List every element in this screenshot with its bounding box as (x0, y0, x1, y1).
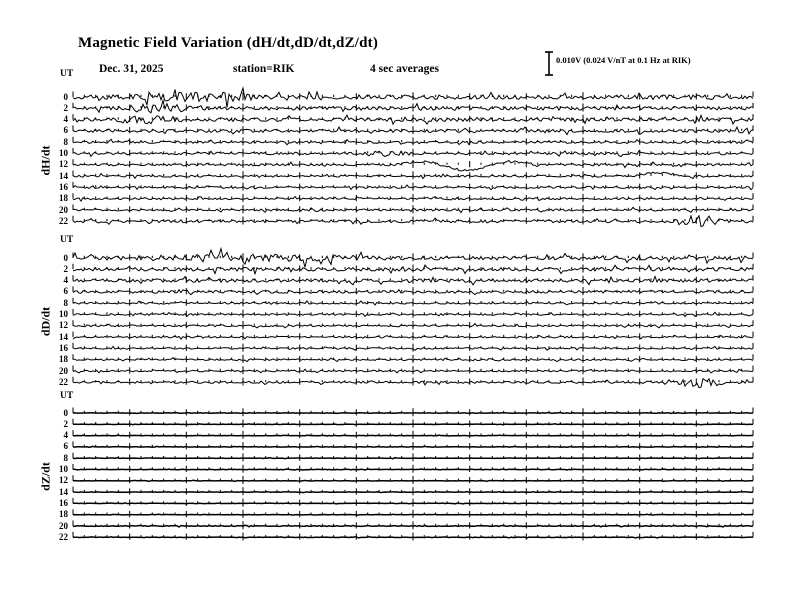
hour-label: 22 (59, 215, 68, 226)
station-label: station=RIK (233, 63, 295, 75)
trace-dZdt-h0 (73, 413, 753, 414)
hour-label: 16 (59, 181, 68, 192)
hour-label: 4 (63, 114, 68, 125)
time-ticks (73, 343, 753, 352)
time-ticks (73, 509, 753, 518)
hour-label: 6 (63, 286, 68, 297)
hour-label: 6 (63, 441, 68, 452)
hour-label: 22 (59, 531, 68, 542)
hour-label: 4 (63, 275, 68, 286)
hour-label: 10 (59, 309, 68, 319)
time-ticks (73, 498, 753, 507)
trace-dZdt-h18 (73, 514, 753, 515)
time-ticks (73, 430, 753, 439)
trace-dZdt-h4 (73, 435, 753, 436)
y-axis-label-dDdt: dD/dt (38, 306, 53, 337)
hour-label: 0 (63, 91, 68, 102)
hour-label: 0 (63, 252, 68, 263)
hour-label: 20 (59, 365, 68, 376)
hour-label: 14 (59, 331, 68, 342)
hour-label: 18 (59, 354, 68, 365)
time-ticks (73, 532, 753, 541)
time-ticks (73, 366, 753, 375)
trace-dZdt-h22 (73, 537, 753, 538)
time-ticks (73, 148, 753, 157)
trace-dZdt-h6 (73, 446, 753, 447)
time-ticks (73, 216, 753, 225)
averaging-label: 4 sec averages (370, 63, 439, 75)
ut-label-dDdt: UT (60, 235, 74, 245)
hour-label: 22 (59, 376, 68, 387)
hour-label: 10 (59, 148, 68, 158)
scale-bar-label: 0.010V (0.024 V/nT at 0.1 Hz at RIK) (556, 55, 691, 65)
hour-label: 2 (63, 263, 68, 274)
time-ticks (73, 137, 753, 146)
time-ticks (73, 171, 753, 180)
hour-label: 12 (59, 320, 68, 331)
time-ticks (73, 320, 753, 329)
time-ticks (73, 354, 753, 363)
time-ticks (73, 487, 753, 496)
hour-label: 8 (63, 452, 68, 463)
hour-label: 14 (59, 486, 68, 497)
hour-label: 12 (59, 159, 68, 170)
hour-label: 6 (63, 125, 68, 136)
y-axis-label-dHdt: dH/dt (38, 145, 53, 176)
hour-label: 14 (59, 170, 68, 181)
time-ticks (73, 464, 753, 473)
trace-dZdt-h14 (73, 492, 753, 493)
time-ticks (73, 419, 753, 428)
trace-dZdt-h2 (73, 424, 753, 425)
hour-label: 16 (59, 497, 68, 508)
trace-dZdt-h8 (73, 458, 753, 459)
time-ticks (73, 182, 753, 191)
trace-dZdt-h16 (73, 503, 753, 504)
trace-dZdt-h10 (73, 469, 753, 470)
y-axis-label-dZdt: dZ/dt (38, 462, 53, 491)
hour-label: 20 (59, 520, 68, 531)
ut-label-dHdt: UT (60, 69, 74, 79)
time-ticks (73, 298, 753, 307)
time-ticks (73, 309, 753, 318)
hour-label: 8 (63, 136, 68, 147)
hour-label: 2 (63, 102, 68, 113)
time-ticks (73, 475, 753, 484)
ut-label-dZdt: UT (60, 391, 74, 401)
page-title: Magnetic Field Variation (dH/dt,dD/dt,dZ/dt) (78, 35, 379, 51)
date-label: Dec. 31, 2025 (99, 63, 164, 75)
hour-label: 16 (59, 342, 68, 353)
hour-label: 0 (63, 407, 68, 418)
trace-dZdt-h20 (73, 525, 753, 527)
time-ticks (73, 453, 753, 462)
time-ticks (73, 441, 753, 450)
time-ticks (73, 125, 753, 134)
hour-label: 4 (63, 430, 68, 441)
hour-label: 18 (59, 193, 68, 204)
trace-dZdt-h12 (73, 480, 753, 481)
hour-label: 18 (59, 509, 68, 520)
hour-label: 10 (59, 464, 68, 474)
hour-label: 2 (63, 418, 68, 429)
hour-label: 20 (59, 204, 68, 215)
hour-label: 8 (63, 297, 68, 308)
time-ticks (73, 408, 753, 417)
hour-label: 12 (59, 475, 68, 486)
